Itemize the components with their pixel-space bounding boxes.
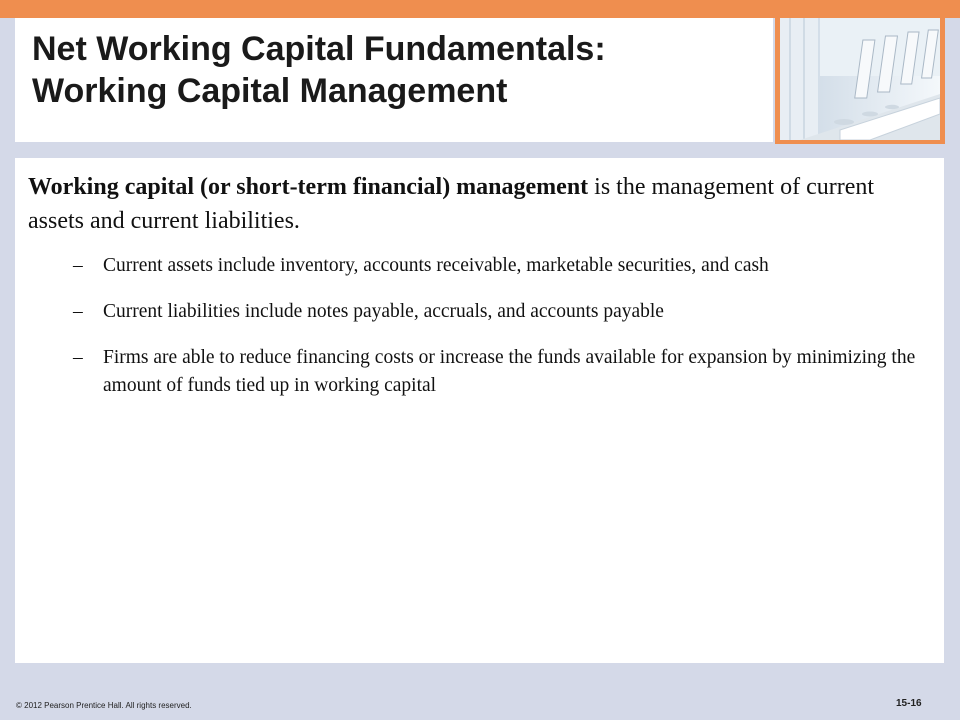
top-accent-bar (0, 0, 960, 18)
lead-paragraph (28, 170, 928, 238)
title-panel (15, 18, 773, 142)
bullet-dash: – (73, 255, 83, 276)
photo-frame (775, 18, 945, 144)
title-line-2: Working Capital Management (32, 72, 508, 110)
slide-title (32, 28, 606, 112)
bullet-text: Current liabilities include notes payable, accruals, and accounts payable (103, 301, 664, 322)
bullet-dash: – (73, 301, 83, 322)
conference-room-photo (780, 18, 940, 140)
bullet-dash: – (73, 347, 83, 368)
content-panel (15, 158, 944, 663)
copyright-footer: © 2012 Pearson Prentice Hall. All rights reserved. (16, 701, 192, 710)
bullet-text: Current assets include inventory, accounts receivable, marketable securities, and cash (103, 255, 769, 276)
title-line-1: Net Working Capital Fundamentals: (32, 30, 606, 68)
lead-bold-term: Working capital (or short-term financial) management (28, 174, 589, 200)
slide-number: 15-16 (896, 698, 922, 709)
bullet-item (73, 344, 923, 400)
bullet-text: Firms are able to reduce financing costs or increase the funds available for expansion by minimizing the amount of funds tied up in working capital (103, 347, 916, 396)
bullet-list (73, 252, 923, 418)
bullet-item (73, 298, 923, 326)
bullet-item (73, 252, 923, 280)
lead-rest: is the management of current assets and current liabilities. (28, 174, 875, 234)
